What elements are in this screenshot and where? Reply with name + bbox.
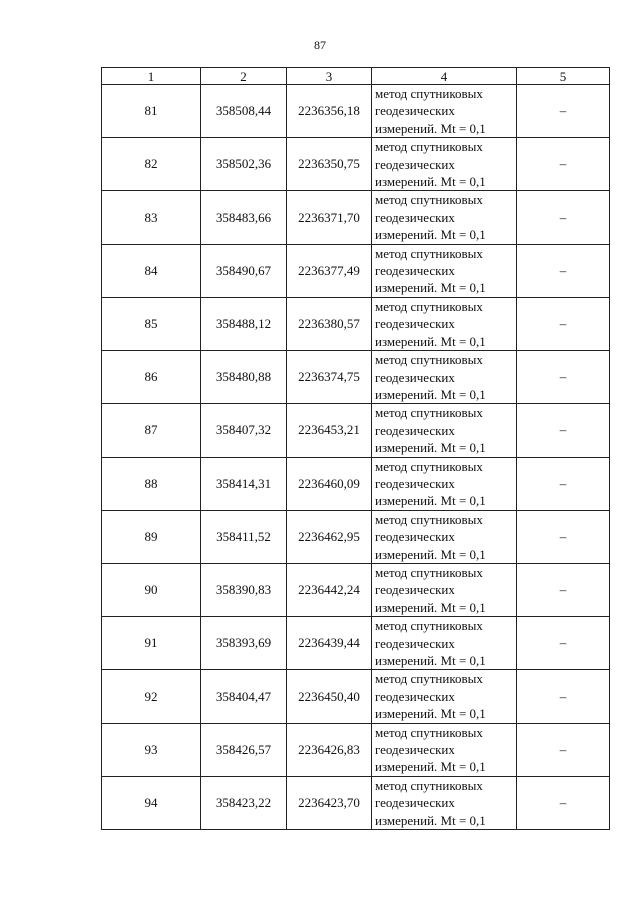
table-row [102,404,610,457]
table-row [102,563,610,616]
x-coordinate-cell: 358488,12 [201,297,287,350]
y-coordinate-cell: 2236371,70 [287,191,372,244]
point-number-cell: 90 [102,563,201,616]
method-text-line: измерений. Mt = 0,1 [375,599,486,615]
x-coordinate-cell: 358414,31 [201,457,287,510]
point-number-cell: 94 [102,776,201,829]
method-text-line: измерений. Mt = 0,1 [375,440,486,456]
method-cell [372,191,517,244]
method-text-line: измерений. Mt = 0,1 [375,493,486,509]
method-cell [372,138,517,191]
x-coordinate-cell: 358508,44 [201,85,287,138]
method-text-line: геодезических [375,635,455,651]
method-text-line: метод спутниковых [375,298,483,314]
point-number-cell: 92 [102,670,201,723]
table-row [102,138,610,191]
table-row [102,191,610,244]
table-row [102,723,610,776]
method-text-line: метод спутниковых [375,192,483,208]
method-text-line: измерений. Mt = 0,1 [375,759,486,775]
description-cell: – [517,191,610,244]
method-text-line: метод спутниковых [375,618,483,634]
method-text-line: метод спутниковых [375,86,483,101]
y-coordinate-cell: 2236350,75 [287,138,372,191]
column-header-2: 2 [201,68,287,85]
column-header-5: 5 [517,68,610,85]
method-text-line: метод спутниковых [375,724,483,740]
method-cell [372,776,517,829]
description-cell: – [517,670,610,723]
y-coordinate-cell: 2236439,44 [287,617,372,670]
column-header-4: 4 [372,68,517,85]
table-row [102,297,610,350]
x-coordinate-cell: 358502,36 [201,138,287,191]
method-cell [372,670,517,723]
method-cell [372,510,517,563]
method-text-line: метод спутниковых [375,245,483,261]
method-text-line: измерений. Mt = 0,1 [375,333,486,349]
x-coordinate-cell: 358407,32 [201,404,287,457]
method-text-line: измерений. Mt = 0,1 [375,653,486,668]
method-text-line: геодезических [375,422,455,438]
table-row [102,351,610,404]
y-coordinate-cell: 2236460,09 [287,457,372,510]
method-text-line: метод спутниковых [375,352,483,368]
y-coordinate-cell: 2236374,75 [287,351,372,404]
method-text-line: геодезических [375,529,455,545]
y-coordinate-cell: 2236442,24 [287,563,372,616]
y-coordinate-cell: 2236462,95 [287,510,372,563]
method-text-line: геодезических [375,156,455,172]
method-text-line: геодезических [375,582,455,598]
y-coordinate-cell: 2236426,83 [287,723,372,776]
method-text-line: измерений. Mt = 0,1 [375,120,486,136]
method-cell [372,617,517,670]
description-cell: – [517,457,610,510]
method-text-line: метод спутниковых [375,139,483,155]
description-cell: – [517,510,610,563]
x-coordinate-cell: 358490,67 [201,244,287,297]
description-cell: – [517,138,610,191]
method-text-line: измерений. Mt = 0,1 [375,280,486,296]
description-cell: – [517,244,610,297]
method-text-line: геодезических [375,688,455,704]
x-coordinate-cell: 358423,22 [201,776,287,829]
method-cell [372,351,517,404]
method-cell [372,297,517,350]
x-coordinate-cell: 358390,83 [201,563,287,616]
y-coordinate-cell: 2236453,21 [287,404,372,457]
x-coordinate-cell: 358480,88 [201,351,287,404]
x-coordinate-cell: 358483,66 [201,191,287,244]
method-text-line: метод спутниковых [375,564,483,580]
table-row [102,670,610,723]
method-text-line: метод спутниковых [375,405,483,421]
point-number-cell: 85 [102,297,201,350]
table-row [102,617,610,670]
point-number-cell: 88 [102,457,201,510]
description-cell: – [517,351,610,404]
method-cell [372,723,517,776]
method-cell [372,563,517,616]
column-header-1: 1 [102,68,201,85]
description-cell: – [517,723,610,776]
y-coordinate-cell: 2236380,57 [287,297,372,350]
method-text-line: геодезических [375,475,455,491]
method-text-line: геодезических [375,795,455,811]
description-cell: – [517,563,610,616]
method-cell [372,404,517,457]
method-text-line: измерений. Mt = 0,1 [375,174,486,190]
point-number-cell: 84 [102,244,201,297]
y-coordinate-cell: 2236450,40 [287,670,372,723]
method-cell [372,457,517,510]
method-text-line: геодезических [375,103,455,119]
point-number-cell: 93 [102,723,201,776]
method-cell [372,244,517,297]
point-number-cell: 86 [102,351,201,404]
method-cell [372,85,517,138]
coordinates-table [101,67,610,830]
table-row [102,85,610,138]
method-text-line: измерений. Mt = 0,1 [375,546,486,562]
method-text-line: геодезических [375,742,455,758]
method-text-line: измерений. Mt = 0,1 [375,706,486,722]
table-row [102,244,610,297]
description-cell: – [517,297,610,350]
page-number: 87 [314,38,326,52]
point-number-cell: 83 [102,191,201,244]
x-coordinate-cell: 358404,47 [201,670,287,723]
point-number-cell: 81 [102,85,201,138]
method-text-line: измерений. Mt = 0,1 [375,812,486,828]
x-coordinate-cell: 358426,57 [201,723,287,776]
y-coordinate-cell: 2236356,18 [287,85,372,138]
description-cell: – [517,404,610,457]
method-text-line: геодезических [375,316,455,332]
point-number-cell: 89 [102,510,201,563]
method-text-line: измерений. Mt = 0,1 [375,386,486,402]
table-row [102,457,610,510]
method-text-line: геодезических [375,369,455,385]
column-header-3: 3 [287,68,372,85]
method-text-line: метод спутниковых [375,777,483,793]
table-header-row [102,68,610,85]
point-number-cell: 91 [102,617,201,670]
point-number-cell: 87 [102,404,201,457]
table-row [102,776,610,829]
x-coordinate-cell: 358393,69 [201,617,287,670]
x-coordinate-cell: 358411,52 [201,510,287,563]
point-number-cell: 82 [102,138,201,191]
method-text-line: метод спутниковых [375,458,483,474]
description-cell: – [517,617,610,670]
method-text-line: геодезических [375,263,455,279]
method-text-line: геодезических [375,209,455,225]
y-coordinate-cell: 2236377,49 [287,244,372,297]
description-cell: – [517,85,610,138]
description-cell: – [517,776,610,829]
method-text-line: измерений. Mt = 0,1 [375,227,486,243]
method-text-line: метод спутниковых [375,511,483,527]
table-row [102,510,610,563]
method-text-line: метод спутниковых [375,671,483,687]
y-coordinate-cell: 2236423,70 [287,776,372,829]
